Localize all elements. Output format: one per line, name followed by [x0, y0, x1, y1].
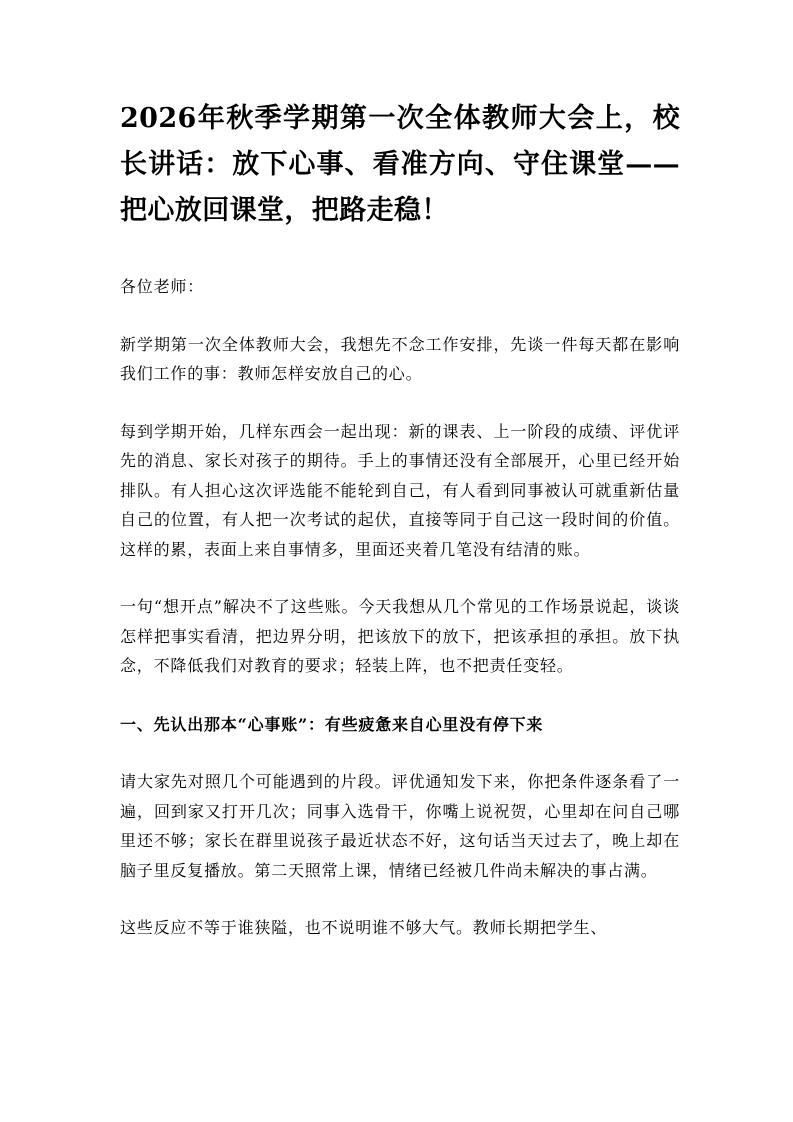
- paragraph-3: 一句“想开点”解决不了这些账。今天我想从几个常见的工作场景说起，谈谈怎样把事实看清，把边界分明，把该放下的放下，把该承担的承担。放下执念，不降低我们对教育的要求；轻装上阵，也不把责任变轻。: [120, 597, 680, 675]
- paragraph-2: 每到学期开始，几样东西会一起出现：新的课表、上一阶段的成绩、评优评先的消息、家长对孩子的期待。手上的事情还没有全部展开，心里已经开始排队。有人担心这次评选能不能轮到自己，有人看到同事被认可就重新估量自己的位置，有人把一次考试的起伏，直接等同于自己这一段时间的价值。这样的累，表面上来自事情多，里面还夹着几笔没有结清的账。: [120, 421, 680, 559]
- section-heading-1: 一、先认出那本“心事账”：有些疲惫来自心里没有停下来: [120, 714, 544, 734]
- document-body: [120, 96, 680, 943]
- paragraph-1: 新学期第一次全体教师大会，我想先不念工作安排，先谈一件每天都在影响我们工作的事：教师怎样安放自己的心。: [120, 334, 680, 383]
- paragraph-4: 请大家先对照几个可能遇到的片段。评优通知发下来，你把条件逐条看了一遍，回到家又打开几次；同事入选骨干，你嘴上说祝贺，心里却在问自己哪里还不够；家长在群里说孩子最近状态不好，这句话当天过去了，晚上却在脑子里反复播放。第二天照常上课，情绪已经被几件尚未解决的事占满。: [120, 772, 680, 880]
- paragraph-5: 这些反应不等于谁狭隘，也不说明谁不够大气。教师长期把学生、: [120, 918, 608, 937]
- greeting: 各位老师：: [120, 277, 205, 296]
- page-title: 2026年秋季学期第一次全体教师大会上，校长讲话：放下心事、看准方向、守住课堂——把心放回课堂，把路走稳！: [120, 103, 680, 226]
